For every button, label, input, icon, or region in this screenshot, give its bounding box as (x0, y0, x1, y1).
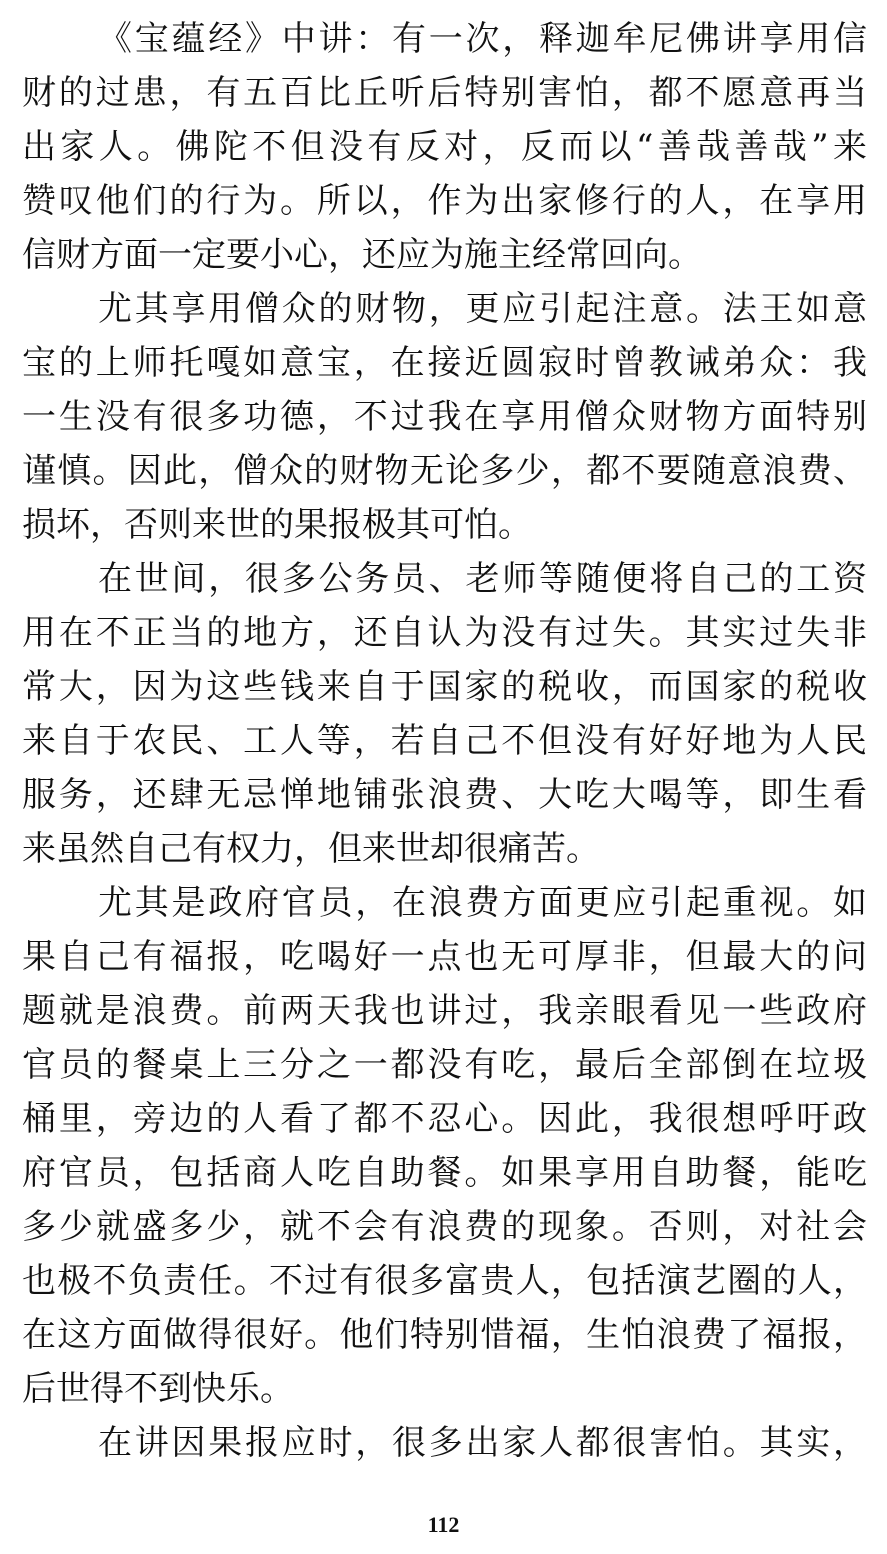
page-number: 112 (427, 1512, 460, 1537)
text-line: 财的过患，有五百比丘听后特别害怕，都不愿意再当 (22, 73, 867, 113)
text-line: 在这方面做得很好。他们特别惜福，生怕浪费了福报， (22, 1315, 867, 1355)
text-line: 信财方面一定要小心，还应为施主经常回向。 (22, 235, 702, 275)
text-line: 尤其享用僧众的财物，更应引起注意。法王如意 (98, 289, 867, 329)
text-line: 出家人。佛陀不但没有反对，反而以“善哉善哉”来 (22, 127, 867, 167)
text-line: 果自己有福报，吃喝好一点也无可厚非，但最大的问 (22, 937, 867, 977)
text-line: 桶里，旁边的人看了都不忍心。因此，我很想呼吁政 (22, 1099, 867, 1139)
text-line: 题就是浪费。前两天我也讲过，我亲眼看见一些政府 (22, 991, 867, 1031)
text-line: 也极不负责任。不过有很多富贵人，包括演艺圈的人， (22, 1261, 867, 1301)
text-line: 服务，还肆无忌惮地铺张浪费、大吃大喝等，即生看 (22, 775, 867, 815)
text-line: 赞叹他们的行为。所以，作为出家修行的人，在享用 (22, 181, 867, 221)
text-line: 谨慎。因此，僧众的财物无论多少，都不要随意浪费、 (22, 451, 867, 491)
text-line: 损坏，否则来世的果报极其可怕。 (22, 505, 532, 545)
text-line: 尤其是政府官员，在浪费方面更应引起重视。如 (98, 883, 867, 923)
text-line: 府官员，包括商人吃自助餐。如果享用自助餐，能吃 (22, 1153, 867, 1193)
body-text (22, 12, 867, 1470)
text-line: 来自于农民、工人等，若自己不但没有好好地为人民 (22, 721, 867, 761)
text-line: 来虽然自己有权力，但来世却很痛苦。 (22, 829, 600, 869)
text-line: 官员的餐桌上三分之一都没有吃，最后全部倒在垃圾 (22, 1045, 867, 1085)
text-line: 后世得不到快乐。 (22, 1369, 294, 1409)
text-line: 一生没有很多功德，不过我在享用僧众财物方面特别 (22, 397, 867, 437)
text-line: 在世间，很多公务员、老师等随便将自己的工资 (98, 559, 867, 599)
text-line: 宝的上师托嘎如意宝，在接近圆寂时曾教诫弟众：我 (22, 343, 867, 383)
text-line: 《宝蕴经》中讲：有一次，释迦牟尼佛讲享用信 (98, 19, 867, 59)
text-line: 常大，因为这些钱来自于国家的税收，而国家的税收 (22, 667, 867, 707)
text-line: 多少就盛多少，就不会有浪费的现象。否则，对社会 (22, 1207, 867, 1247)
text-line: 在讲因果报应时，很多出家人都很害怕。其实， (98, 1423, 867, 1463)
text-line: 用在不正当的地方，还自认为没有过失。其实过失非 (22, 613, 867, 653)
